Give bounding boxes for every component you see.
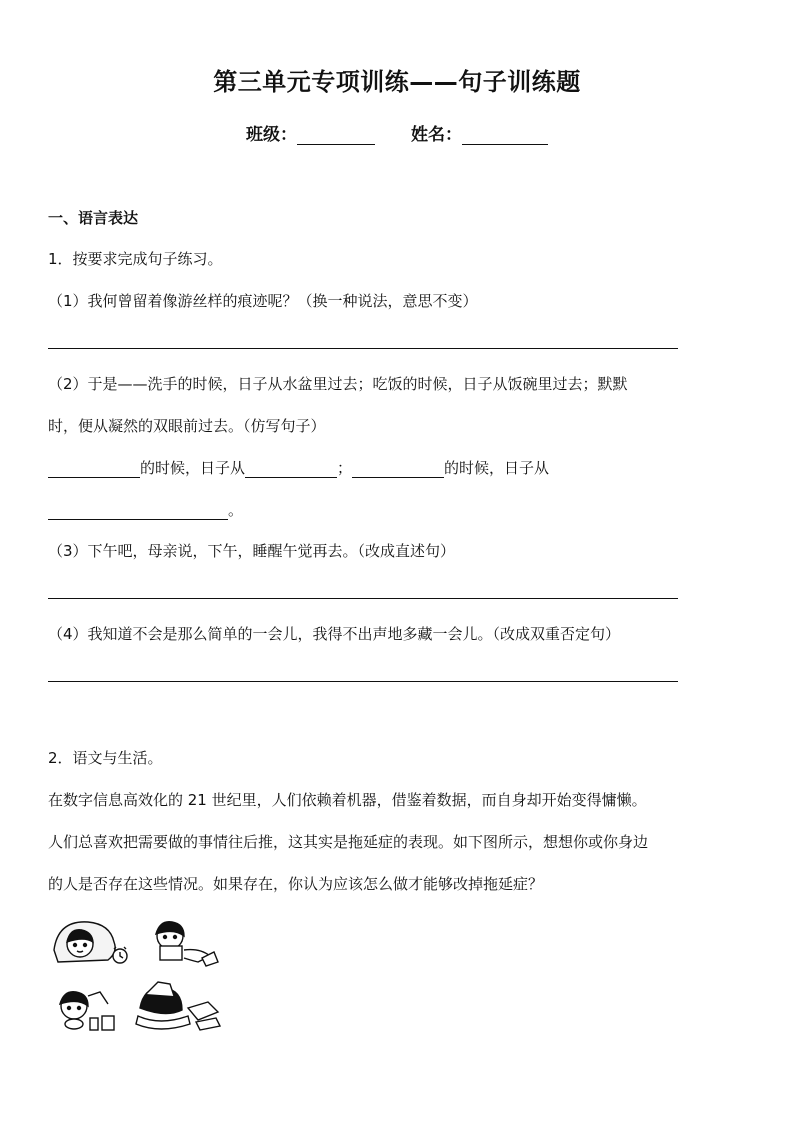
- eating-child-illustration: [60, 992, 114, 1030]
- class-label: 班级：: [246, 125, 298, 145]
- student-info: [0, 120, 794, 145]
- question-2-stem: 2．语文与生活。: [48, 749, 163, 767]
- procrastination-illustrations: [48, 912, 228, 1042]
- name-blank: [462, 126, 548, 145]
- name-label: 姓名：: [410, 125, 462, 145]
- answer-line-4: [48, 681, 678, 682]
- imitation-fill-line: [48, 457, 549, 478]
- question-1-3: （3）下午吧，母亲说，下午，睡醒午觉再去。（改成直述句）: [48, 542, 456, 560]
- fill-text-c: 的时候，日子从: [444, 459, 550, 477]
- illustration-svg: [48, 912, 228, 1042]
- fill-blank-3: [352, 461, 444, 478]
- class-blank: [297, 126, 375, 145]
- question-1-2-line2: 时，便从凝然的双眼前过去。（仿写句子）: [48, 417, 326, 435]
- fill-blank-1: [48, 461, 140, 478]
- question-2-para-3: 的人是否存在这些情况。如果存在，你认为应该怎么做才能够改掉拖延症？: [48, 875, 544, 893]
- question-1-stem: 1．按要求完成句子练习。: [48, 250, 223, 268]
- question-2-para-1: 在数字信息高效化的 21 世纪里，人们依赖着机器，借鉴着数据，而自身却开始变得慵懒。: [48, 791, 647, 809]
- question-1-4: （4）我知道不会是那么简单的一会儿，我得不出声地多藏一会儿。（改成双重否定句）: [48, 625, 621, 643]
- question-1-2-line1: （2）于是——洗手的时候，日子从水盆里过去；吃饭的时候，日子从饭碗里过去；默默: [48, 375, 628, 393]
- fill-blank-4: [48, 503, 228, 520]
- sleeping-child-illustration: [54, 922, 127, 963]
- imitation-fill-line-2: [48, 499, 243, 520]
- question-1-1: （1）我何曾留着像游丝样的痕迹呢？（换一种说法，意思不变）: [48, 292, 478, 310]
- answer-line-3: [48, 598, 678, 599]
- question-2-para-2: 人们总喜欢把需要做的事情往后推，这其实是拖延症的表现。如下图所示，想想你或你身边: [48, 833, 649, 851]
- page-title: 第三单元专项训练——句子训练题: [213, 68, 581, 96]
- child-with-tablet-illustration: [156, 922, 218, 966]
- fill-blank-2: [245, 461, 337, 478]
- fill-text-b: ；: [337, 459, 353, 477]
- child-on-books-illustration: [136, 982, 220, 1030]
- section-heading: 一、语言表达: [48, 209, 139, 227]
- fill-text-a: 的时候，日子从: [140, 459, 246, 477]
- answer-line-1: [48, 348, 678, 349]
- fill-text-end: 。: [228, 501, 244, 519]
